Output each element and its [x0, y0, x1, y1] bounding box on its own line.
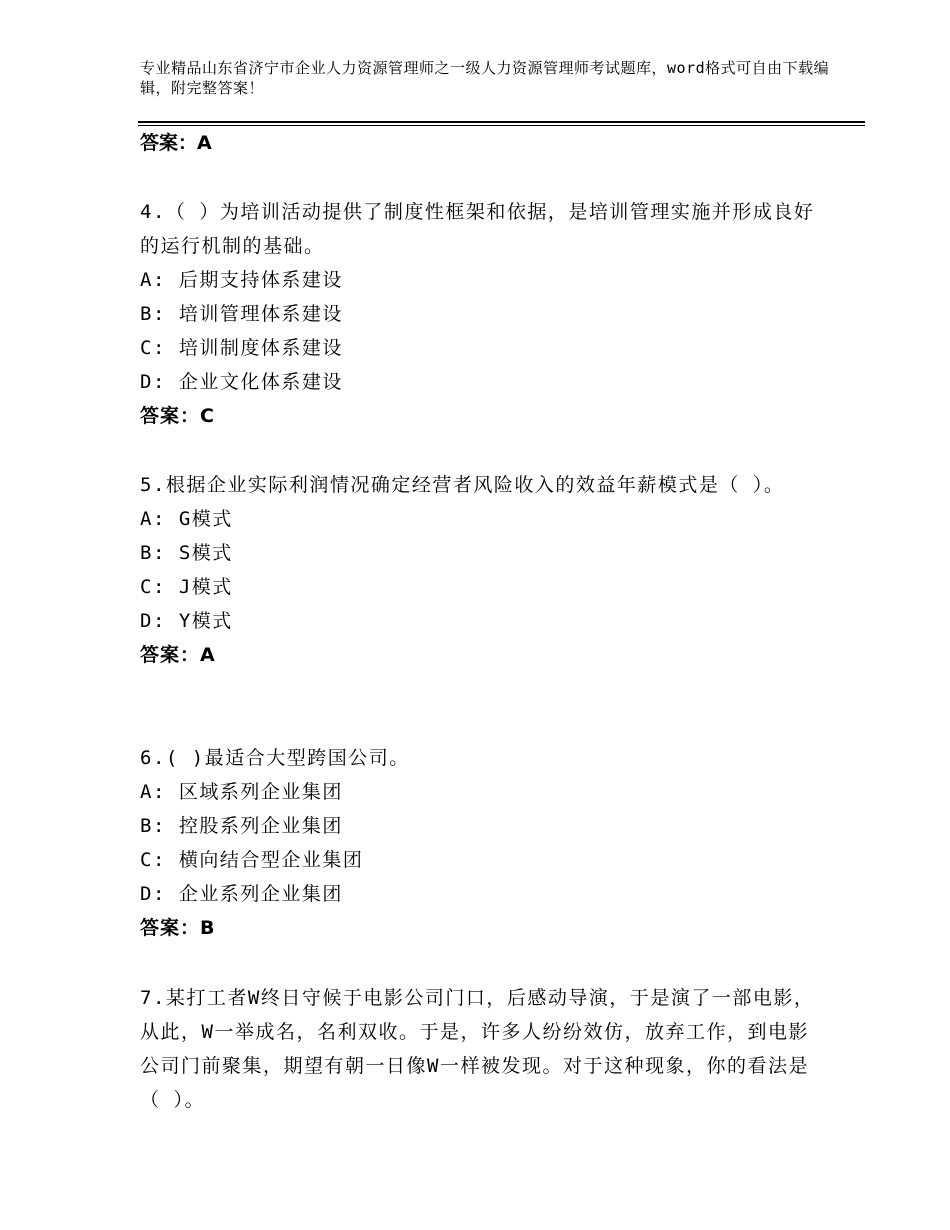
question-7	[140, 981, 820, 1117]
option-a: A: 后期支持体系建设	[140, 269, 343, 291]
option-c: C: J模式	[140, 576, 233, 598]
option-b: B: 控股系列企业集团	[140, 815, 343, 837]
question-6	[140, 741, 820, 945]
document-header: 专业精品山东省济宁市企业人力资源管理师之一级人力资源管理师考试题库，word格式可自由下载编辑，附完整答案！	[140, 59, 830, 97]
option-d: D: 企业系列企业集团	[140, 883, 343, 905]
option-a: A: 区域系列企业集团	[140, 781, 343, 803]
question-stem: 6.( )最适合大型跨国公司。	[140, 747, 410, 769]
option-b: B: S模式	[140, 542, 233, 564]
question-stem: 4.（ ）为培训活动提供了制度性框架和依据，是培训管理实施并形成良好的运行机制的基础。	[140, 201, 815, 257]
header-divider	[138, 121, 865, 126]
question-answer: 答案：C	[140, 405, 215, 427]
option-d: D: Y模式	[140, 610, 233, 632]
option-c: C: 横向结合型企业集团	[140, 849, 364, 871]
question-answer: 答案：A	[140, 644, 216, 666]
option-a: A: G模式	[140, 508, 233, 530]
question-stem: 5.根据企业实际利润情况确定经营者风险收入的效益年薪模式是（ ）。	[140, 474, 785, 496]
question-4	[140, 195, 820, 433]
previous-answer: 答案：A	[140, 132, 212, 154]
question-5	[140, 468, 820, 672]
question-stem: 7.某打工者W终日守候于电影公司门口，后感动导演，于是演了一部电影，从此，W一举成名，名利双收。于是，许多人纷纷效仿，放弃工作，到电影公司门前聚集，期望有朝一日像W一样被发现。对于这种现象，你的看法是（ ）。	[140, 987, 815, 1111]
question-answer: 答案：B	[140, 917, 216, 939]
option-b: B: 培训管理体系建设	[140, 303, 343, 325]
option-c: C: 培训制度体系建设	[140, 337, 343, 359]
option-d: D: 企业文化体系建设	[140, 371, 343, 393]
